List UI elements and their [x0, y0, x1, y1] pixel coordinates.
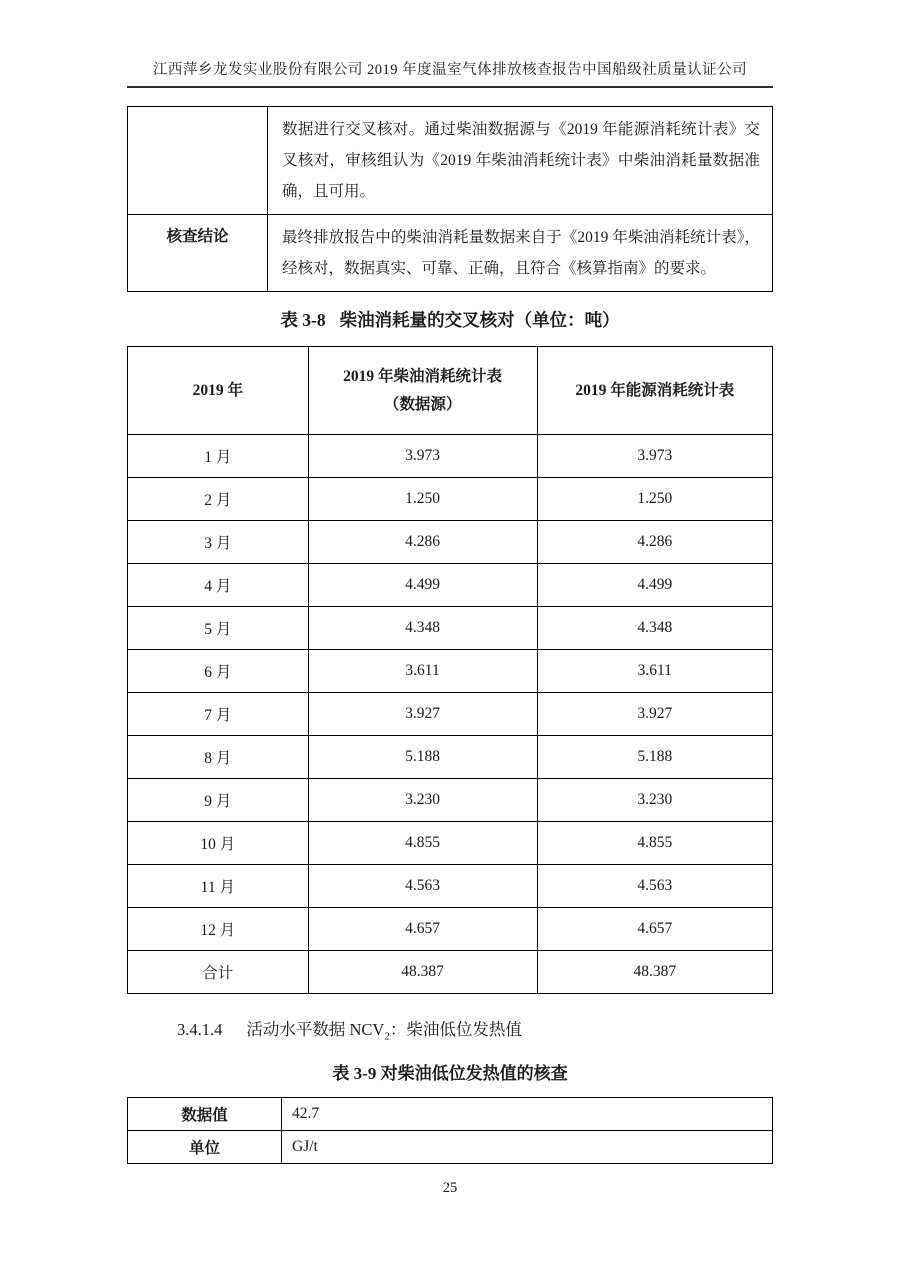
energy-value-cell: 4.657: [537, 908, 772, 951]
month-cell: 9 月: [128, 779, 309, 822]
section-heading-3-4-1-4: [127, 1016, 773, 1042]
table-row: [128, 908, 773, 951]
data-value-cell: 42.7: [282, 1098, 773, 1131]
month-cell: 10 月: [128, 822, 309, 865]
column-header-energy: 2019 年能源消耗统计表: [537, 347, 772, 435]
table-row: [128, 107, 773, 215]
table-row: [128, 521, 773, 564]
source-value-cell: 4.286: [308, 521, 537, 564]
table-row: [128, 564, 773, 607]
table-total-row: [128, 951, 773, 994]
table-row: [128, 478, 773, 521]
energy-value-cell: 4.855: [537, 822, 772, 865]
source-value-cell: 3.973: [308, 435, 537, 478]
unit-value-cell: GJ/t: [282, 1131, 773, 1164]
total-energy-cell: 48.387: [537, 951, 772, 994]
diesel-cross-check-table: [127, 346, 773, 994]
source-value-cell: 3.611: [308, 650, 537, 693]
energy-value-cell: 3.611: [537, 650, 772, 693]
table-row: [128, 779, 773, 822]
section-title-subscript: 2: [384, 1030, 390, 1043]
table-row: [128, 1131, 773, 1164]
table-row: [128, 736, 773, 779]
energy-value-cell: 4.348: [537, 607, 772, 650]
energy-value-cell: 1.250: [537, 478, 772, 521]
row-label-cell: 核查结论: [128, 215, 268, 292]
unit-label-cell: 单位: [128, 1131, 282, 1164]
source-value-cell: 4.348: [308, 607, 537, 650]
month-cell: 4 月: [128, 564, 309, 607]
month-cell: 6 月: [128, 650, 309, 693]
source-value-cell: 5.188: [308, 736, 537, 779]
column-header-source: [308, 347, 537, 435]
month-cell: 2 月: [128, 478, 309, 521]
source-value-cell: 4.499: [308, 564, 537, 607]
energy-value-cell: 4.286: [537, 521, 772, 564]
energy-value-cell: 5.188: [537, 736, 772, 779]
page-number: 25: [442, 1180, 458, 1197]
document-header-title: 江西萍乡龙发实业股份有限公司 2019 年度温室气体排放核查报告中国船级社质量认证公司: [127, 58, 773, 88]
source-value-cell: 4.855: [308, 822, 537, 865]
month-cell: 3 月: [128, 521, 309, 564]
column-header-source-line1: 2019 年柴油消耗统计表: [343, 367, 503, 385]
section-title-pre: 活动水平数据 NCV: [246, 1020, 385, 1039]
table-3-8-caption: [127, 307, 773, 332]
month-cell: 1 月: [128, 435, 309, 478]
energy-value-cell: 3.927: [537, 693, 772, 736]
column-header-source-line2: （数据源）: [383, 395, 462, 413]
data-value-label-cell: 数据值: [128, 1098, 282, 1131]
table-row: [128, 693, 773, 736]
table-row: [128, 607, 773, 650]
section-title-post: ：柴油低位发热值: [389, 1020, 522, 1039]
section-number: 3.4.1.4: [177, 1020, 223, 1039]
month-cell: 7 月: [128, 693, 309, 736]
total-source-cell: 48.387: [308, 951, 537, 994]
table-row: [128, 650, 773, 693]
table-row: [128, 1098, 773, 1131]
page-content: [127, 0, 773, 1197]
row-content-cell: 数据进行交叉核对。通过柴油数据源与《2019 年能源消耗统计表》交叉核对，审核组认为《2019 年柴油消耗统计表》中柴油消耗量数据准确，且可用。: [268, 107, 773, 215]
energy-value-cell: 3.973: [537, 435, 772, 478]
column-header-month: 2019 年: [128, 347, 309, 435]
total-label-cell: 合计: [128, 951, 309, 994]
month-cell: 11 月: [128, 865, 309, 908]
energy-value-cell: 4.499: [537, 564, 772, 607]
energy-value-cell: 3.230: [537, 779, 772, 822]
table-3-8-caption-text: 柴油消耗量的交叉核对（单位：吨）: [339, 310, 620, 330]
source-value-cell: 4.563: [308, 865, 537, 908]
month-cell: 12 月: [128, 908, 309, 951]
verification-conclusion-table: [127, 106, 773, 292]
table-row: [128, 865, 773, 908]
month-cell: 5 月: [128, 607, 309, 650]
table-3-8-caption-label: 表 3-8: [280, 310, 326, 330]
table-row: [128, 822, 773, 865]
table-header-row: [128, 347, 773, 435]
source-value-cell: 4.657: [308, 908, 537, 951]
source-value-cell: 3.230: [308, 779, 537, 822]
month-cell: 8 月: [128, 736, 309, 779]
table-row: [128, 215, 773, 292]
source-value-cell: 1.250: [308, 478, 537, 521]
source-value-cell: 3.927: [308, 693, 537, 736]
energy-value-cell: 4.563: [537, 865, 772, 908]
ncv-verification-table: [127, 1097, 773, 1164]
table-3-9-caption: 表 3-9 对柴油低位发热值的核查: [332, 1064, 568, 1084]
row-label-cell: [128, 107, 268, 215]
table-row: [128, 435, 773, 478]
row-content-cell: 最终排放报告中的柴油消耗量数据来自于《2019 年柴油消耗统计表》，经核对，数据真实、可靠、正确，且符合《核算指南》的要求。: [268, 215, 773, 292]
